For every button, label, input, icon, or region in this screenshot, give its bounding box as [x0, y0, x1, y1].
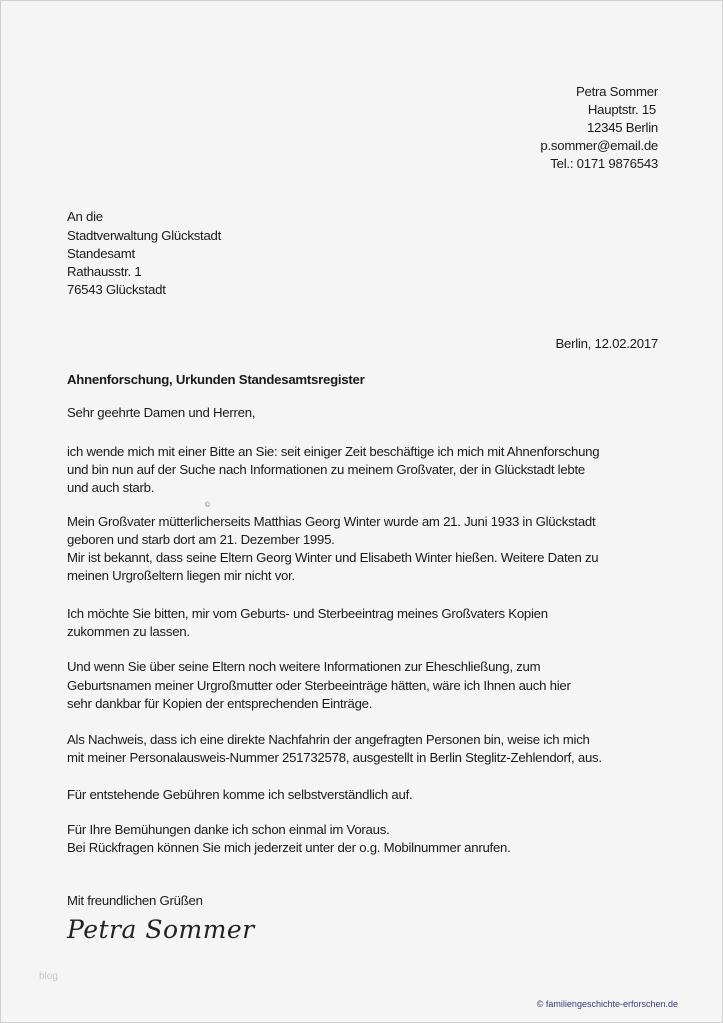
body-line: meinen Urgroßeltern liegen mir nicht vor.: [67, 568, 295, 583]
letter-date: Berlin, 12.02.2017: [555, 336, 658, 351]
body-line: Mir ist bekannt, dass seine Eltern Georg Winter und Elisabeth Winter hießen. Weitere Daten zu: [67, 550, 599, 565]
copyright-watermark: © familiengeschichte-erforschen.de: [536, 999, 678, 1009]
body-line: Geburtsnamen meiner Urgroßmutter oder Sterbeeinträge hätten, wäre ich Ihnen auch hier: [67, 678, 571, 693]
body-line: Ich möchte Sie bitten, mir vom Geburts- und Sterbeeintrag meines Großvaters Kopien: [67, 606, 548, 621]
sender-email: p.sommer@email.de: [540, 138, 658, 153]
body-line: und auch starb.: [67, 480, 155, 495]
body-line: Für Ihre Bemühungen danke ich schon einmal im Voraus.: [67, 822, 390, 837]
body-line: zukommen zu lassen.: [67, 624, 190, 639]
recipient-line: An die: [67, 209, 103, 224]
closing: Mit freundlichen Grüßen: [67, 893, 203, 908]
subject-line: Ahnenforschung, Urkunden Standesamtsregister: [67, 372, 365, 387]
body-line: sehr dankbar für Kopien der entsprechenden Einträge.: [67, 696, 373, 711]
recipient-line: Rathausstr. 1: [67, 264, 142, 279]
body-line: Als Nachweis, dass ich eine direkte Nachfahrin der angefragten Personen bin, weise ich mich: [67, 732, 590, 747]
body-line: mit meiner Personalausweis-Nummer 251732578, ausgestellt in Berlin Steglitz-Zehlendorf, aus.: [67, 750, 602, 765]
stray-mark: ©: [205, 502, 211, 509]
recipient-line: Stadtverwaltung Glückstadt: [67, 228, 222, 243]
sender-city: 12345 Berlin: [586, 120, 658, 135]
body-line: und bin nun auf der Suche nach Informationen zu meinem Großvater, der in Glückstadt lebte: [67, 462, 586, 477]
body-line: Bei Rückfragen können Sie mich jederzeit unter der o.g. Mobilnummer anrufen.: [67, 840, 511, 855]
body-line: ich wende mich mit einer Bitte an Sie: seit einiger Zeit beschäftige ich mich mit Ahnenforschung: [67, 444, 600, 459]
body-line: geboren und starb dort am 21. Dezember 1995.: [67, 532, 335, 547]
signature: Petra Sommer: [67, 915, 255, 944]
body-line: Für entstehende Gebühren komme ich selbstverständlich auf.: [67, 787, 413, 802]
blog-watermark: blog: [39, 971, 58, 982]
recipient-line: Standesamt: [67, 246, 135, 261]
sender-name: Petra Sommer: [575, 84, 658, 99]
body-line: Und wenn Sie über seine Eltern noch weitere Informationen zur Eheschließung, zum: [67, 659, 541, 674]
sender-street: Hauptstr. 15: [587, 102, 656, 117]
salutation: Sehr geehrte Damen und Herren,: [67, 405, 256, 420]
body-line: Mein Großvater mütterlicherseits Matthias Georg Winter wurde am 21. Juni 1933 in Glückstadt: [67, 514, 596, 529]
recipient-line: 76543 Glückstadt: [67, 282, 166, 297]
sender-phone: Tel.: 0171 9876543: [550, 156, 658, 171]
